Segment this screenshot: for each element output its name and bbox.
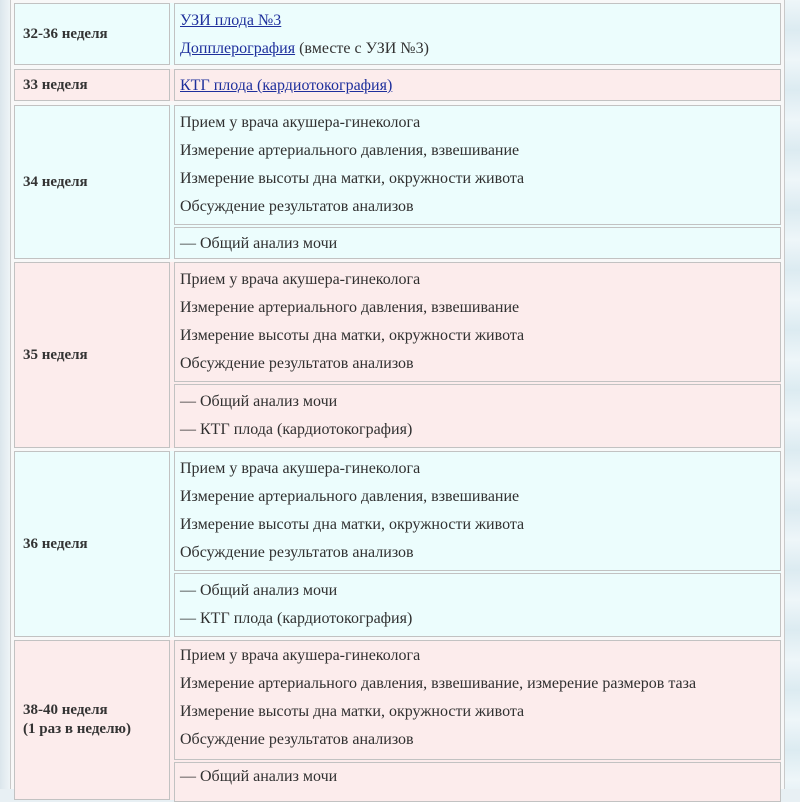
list-item: Измерение высоты дна матки, окружности живота xyxy=(180,170,525,187)
week-frequency-note: (1 раз в неделю) xyxy=(23,721,131,737)
doppler-link[interactable]: Допплерография xyxy=(180,40,296,57)
ctg-link[interactable]: КТГ плода (кардиотокография) xyxy=(180,77,393,94)
list-item: Измерение артериального давления, взвешивание xyxy=(180,488,520,505)
list-item: — Общий анализ мочи xyxy=(180,768,338,785)
table-row-33 xyxy=(14,69,781,101)
procedures-cell xyxy=(174,105,781,225)
list-item: — КТГ плода (кардиотокография) xyxy=(180,610,413,627)
week-label: 38-40 неделя (1 раз в неделю) xyxy=(14,640,170,800)
list-item: Обсуждение результатов анализов xyxy=(180,355,414,372)
list-item: — КТГ плода (кардиотокография) xyxy=(180,421,413,438)
list-item: — Общий анализ мочи xyxy=(180,582,338,599)
list-item: Измерение артериального давления, взвешивание, измерение размеров таза xyxy=(180,675,697,692)
list-item xyxy=(180,72,780,100)
table-row-32-36 xyxy=(14,3,781,65)
table-row-36 xyxy=(14,451,781,637)
list-item: Обсуждение результатов анализов xyxy=(180,198,414,215)
page-background-left xyxy=(0,0,10,789)
schedule-table xyxy=(10,0,785,789)
list-item xyxy=(180,35,780,63)
list-item: Измерение артериального давления, взвешивание xyxy=(180,299,520,316)
week-label: 34 неделя xyxy=(14,105,170,259)
table-row-34 xyxy=(14,105,781,259)
list-item: — Общий анализ мочи xyxy=(180,393,338,410)
tests-cell xyxy=(174,762,781,802)
list-item: Обсуждение результатов анализов xyxy=(180,731,414,748)
list-item: Измерение высоты дна матки, окружности живота xyxy=(180,703,525,720)
ultrasound-3-link[interactable]: УЗИ плода №3 xyxy=(180,12,282,29)
list-item: Прием у врача акушера-гинеколога xyxy=(180,271,421,288)
tests-cell xyxy=(174,227,781,259)
procedures-cell xyxy=(174,69,781,101)
list-item: Прием у врача акушера-гинеколога xyxy=(180,460,421,477)
list-item: Измерение высоты дна матки, окружности живота xyxy=(180,516,525,533)
list-item: Измерение высоты дна матки, окружности живота xyxy=(180,327,525,344)
tests-cell xyxy=(174,573,781,637)
tests-cell xyxy=(174,384,781,448)
procedures-cell xyxy=(174,451,781,571)
list-item: Обсуждение результатов анализов xyxy=(180,544,414,561)
list-item: — Общий анализ мочи xyxy=(180,235,338,252)
list-item: Прием у врача акушера-гинеколога xyxy=(180,647,421,664)
table-row-35 xyxy=(14,262,781,448)
procedures-cell xyxy=(174,3,781,65)
week-label: 36 неделя xyxy=(14,451,170,637)
doppler-note: (вместе с УЗИ №3) xyxy=(295,40,429,57)
week-label: 33 неделя xyxy=(14,69,170,101)
week-label: 32-36 неделя xyxy=(14,3,170,65)
procedures-cell xyxy=(174,640,781,760)
list-item: Измерение артериального давления, взвешивание xyxy=(180,142,520,159)
page-background-right xyxy=(783,0,800,789)
week-label: 35 неделя xyxy=(14,262,170,448)
list-item: Прием у врача акушера-гинеколога xyxy=(180,114,421,131)
procedures-cell xyxy=(174,262,781,382)
list-item xyxy=(180,7,780,35)
table-row-38-40 xyxy=(14,640,781,800)
